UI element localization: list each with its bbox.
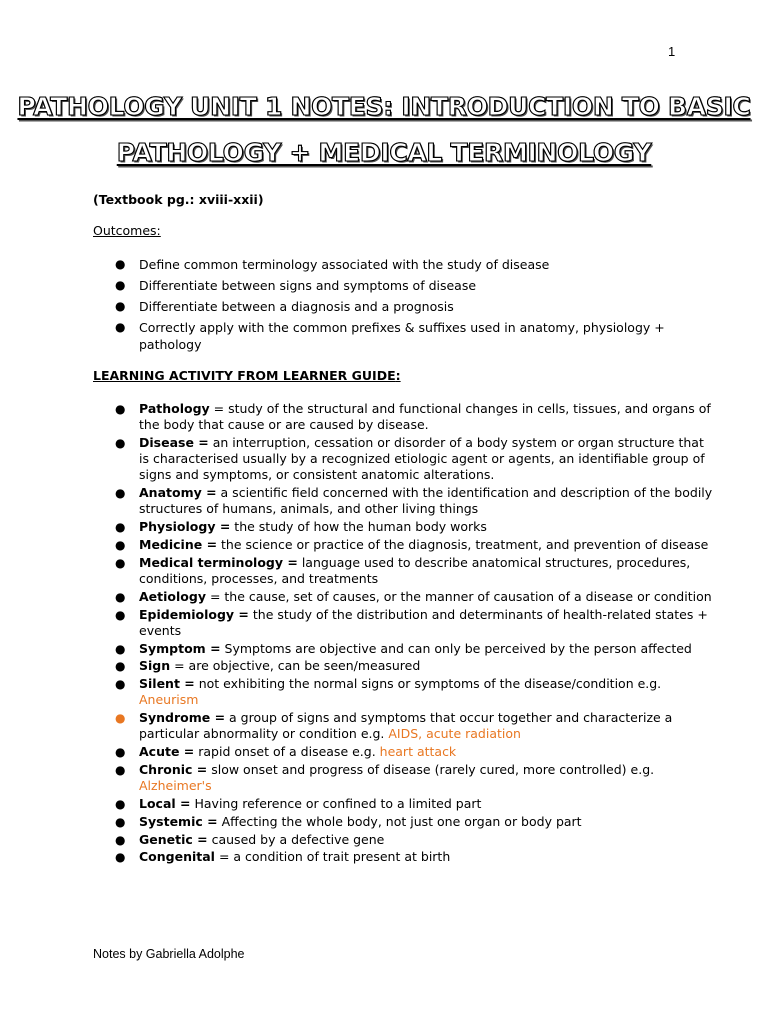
outcomes-list <box>115 256 715 357</box>
textbook-reference: (Textbook pg.: xviii-xxii) <box>93 192 264 207</box>
definition-text: Affecting the whole body, not just one organ or body part <box>217 813 582 829</box>
bullet-icon: ● <box>115 520 126 535</box>
outcome-text: Differentiate between a diagnosis and a prognosis <box>139 299 454 314</box>
definition-text: = study of the structural and functional changes in cells, tissues, and organs of the body that cause or are caused by disease. <box>139 401 711 433</box>
outcomes-heading: Outcomes: <box>93 223 161 238</box>
bullet-icon: ● <box>115 850 126 865</box>
definition-term: Local = <box>139 795 191 811</box>
definition-item <box>115 814 715 830</box>
bullet-icon: ● <box>115 659 126 674</box>
bullet-icon: ● <box>115 796 126 811</box>
definition-term: Anatomy = <box>139 485 217 501</box>
definition-term: Physiology = <box>139 519 231 535</box>
definition-text: an interruption, cessation or disorder of a body system or organ structure that is characterised usually by a recognized etiologic agent or agents, an identifiable group of signs and symptoms, or consistent anatomic alterations. <box>139 435 705 483</box>
learning-activity-heading-text: LEARNING ACTIVITY FROM LEARNER GUIDE <box>93 368 396 383</box>
bullet-icon: ● <box>115 832 126 847</box>
definition-text: not exhibiting the normal signs or symptoms of the disease/condition e.g. <box>194 676 662 692</box>
definition-text: Having reference or confined to a limited part <box>190 795 482 811</box>
definition-item <box>115 589 715 605</box>
definition-item <box>115 832 715 848</box>
definition-item <box>115 537 715 553</box>
definition-term: Genetic = <box>139 831 208 847</box>
bullet-icon: ● <box>115 486 126 501</box>
bullet-icon: ● <box>115 320 126 334</box>
definition-text: = are objective, can be seen/measured <box>170 658 421 674</box>
definition-term: Silent = <box>139 676 195 692</box>
bullet-icon: ● <box>115 641 126 656</box>
definition-item <box>115 849 715 865</box>
definition-example: Alzheimer's <box>139 778 212 794</box>
definition-text: a group of signs and symptoms that occur together and characterize a particular abnormality or condition e.g. <box>139 710 673 742</box>
definition-term: Aetiology <box>139 588 206 604</box>
definition-term: Disease = <box>139 435 209 450</box>
definition-item <box>115 401 715 433</box>
definition-text: the study of how the human body works <box>230 519 487 535</box>
definition-text: Symptoms are objective and can only be perceived by the person affected <box>220 640 692 656</box>
definition-item <box>115 485 715 517</box>
definition-text: slow onset and progress of disease (rarely cured, more controlled) e.g. <box>207 761 655 777</box>
bullet-icon: ● <box>115 762 126 777</box>
outcome-text: Correctly apply with the common prefixes & suffixes used in anatomy, physiology + pathology <box>139 320 665 352</box>
definition-item <box>115 555 715 587</box>
definition-text: = a condition of trait present at birth <box>214 849 451 865</box>
definition-text: the science or practice of the diagnosis, treatment, and prevention of disease <box>217 537 709 552</box>
page-number: 1 <box>668 44 676 59</box>
definition-term: Chronic = <box>139 761 208 777</box>
definition-example: Aneurism <box>139 692 199 708</box>
bullet-icon: ● <box>115 607 126 622</box>
outcome-text: Differentiate between signs and symptoms of disease <box>139 278 477 293</box>
footer-credit: Notes by Gabriella Adolphe <box>93 947 245 961</box>
outcome-item <box>115 277 715 294</box>
definition-item <box>115 744 715 760</box>
definition-example: AIDS, acute radiation <box>388 726 521 742</box>
definition-text: the study of the distribution and determinants of health-related states + events <box>139 606 708 638</box>
page-title: PATHOLOGY UNIT 1 NOTES: INTRODUCTION TO BASIC PATHOLOGY + MEDICAL TERMINOLOGY <box>17 92 751 167</box>
outcome-item <box>115 256 715 273</box>
definition-item <box>115 676 715 708</box>
bullet-icon: ● <box>115 299 126 313</box>
definition-term: Congenital <box>139 849 215 865</box>
definition-term: Systemic = <box>139 813 218 829</box>
bullet-icon: ● <box>115 745 126 760</box>
definition-term: Medical terminology = <box>139 554 298 570</box>
bullet-icon: ● <box>115 402 126 416</box>
definition-item <box>115 435 715 484</box>
definition-text: language used to describe anatomical structures, procedures, conditions, processes, and treatments <box>139 554 691 586</box>
definition-term: Pathology <box>139 401 210 416</box>
bullet-icon: ● <box>115 257 126 271</box>
definition-text: = the cause, set of causes, or the manner of causation of a disease or condition <box>205 588 712 604</box>
bullet-icon: ● <box>115 436 126 450</box>
outcome-item <box>115 298 715 315</box>
definition-item <box>115 519 715 535</box>
definition-item <box>115 710 715 742</box>
learning-activity-heading-colon: : <box>395 368 401 383</box>
bullet-icon: ● <box>115 278 126 292</box>
definition-example: heart attack <box>379 744 457 760</box>
bullet-icon: ● <box>115 538 126 552</box>
outcome-text: Define common terminology associated with the study of disease <box>139 257 550 272</box>
learning-activity-heading <box>93 368 401 383</box>
definition-text: a scientific field concerned with the identification and description of the bodily structures of humans, animals, and other living things <box>139 485 713 517</box>
definition-term: Sign <box>139 658 171 674</box>
bullet-icon: ● <box>115 555 126 570</box>
outcome-item <box>115 319 715 353</box>
definition-term: Epidemiology = <box>139 606 249 622</box>
definition-term: Medicine = <box>139 537 218 552</box>
bullet-icon: ● <box>115 814 126 829</box>
definition-text: caused by a defective gene <box>207 831 385 847</box>
definition-term: Symptom = <box>139 640 221 656</box>
bullet-icon: ● <box>115 711 126 726</box>
definition-item <box>115 607 715 639</box>
bullet-icon: ● <box>115 677 126 692</box>
definition-item <box>115 796 715 812</box>
definition-term: Acute = <box>139 744 195 760</box>
definition-item <box>115 658 715 674</box>
definition-text: rapid onset of a disease e.g. <box>194 744 380 760</box>
definitions-list <box>115 401 715 867</box>
definition-term: Syndrome = <box>139 710 226 726</box>
definition-item <box>115 762 715 794</box>
bullet-icon: ● <box>115 589 126 604</box>
definition-item <box>115 641 715 657</box>
